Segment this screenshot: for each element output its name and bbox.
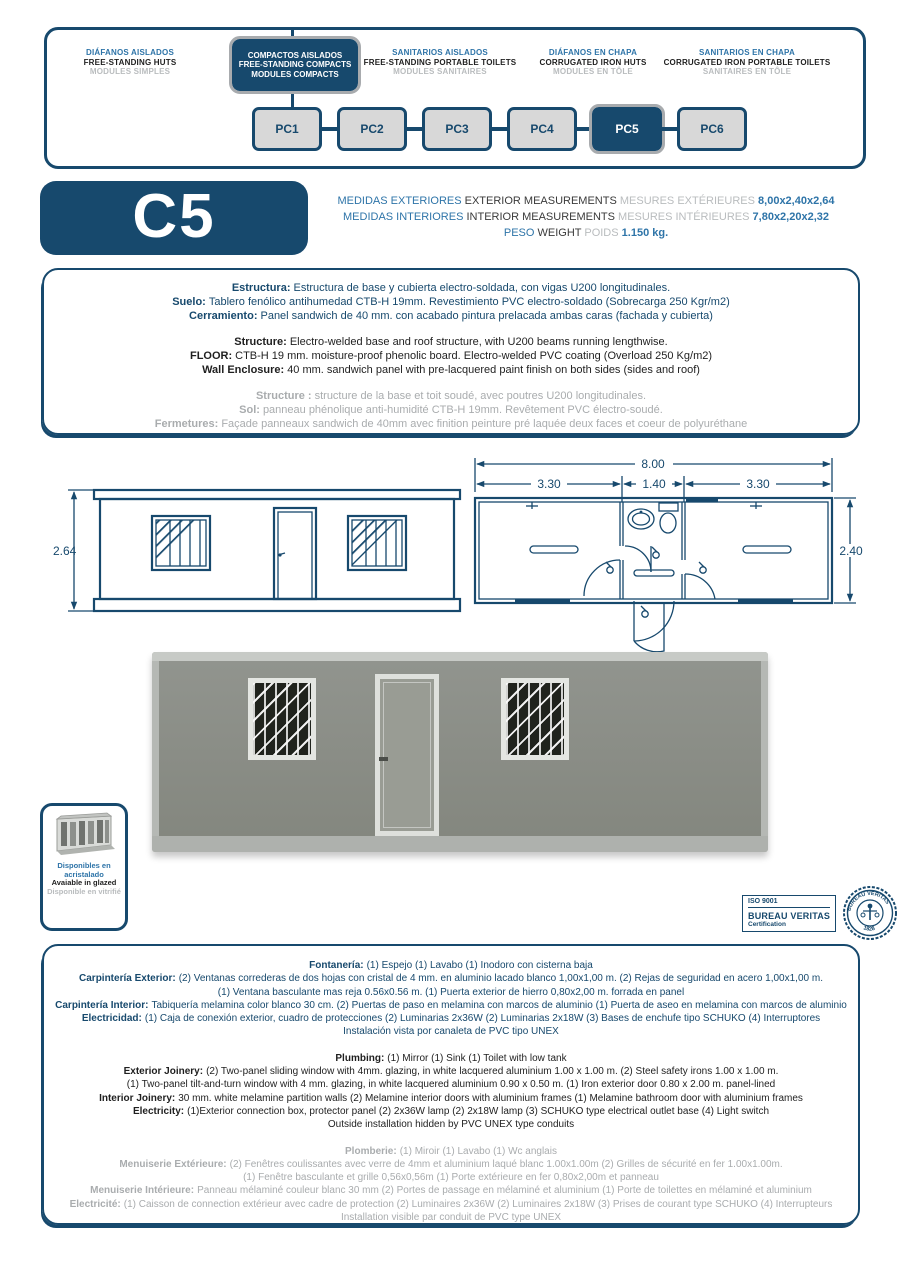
- tab-pc2[interactable]: PC2: [337, 107, 407, 151]
- bureau-veritas-seal-icon: [842, 885, 898, 941]
- cabin-door-panel: [383, 682, 431, 828]
- category-label-fr: SANITAIRES EN TÔLE: [702, 67, 792, 76]
- nav-connector-line-mid: [291, 91, 294, 107]
- glazed-option-badge[interactable]: [40, 803, 128, 931]
- bureau-veritas-certification: [742, 885, 898, 941]
- plan-total-length-label: 8.00: [641, 457, 665, 471]
- certification-text: [742, 895, 836, 932]
- measurements-block: [312, 193, 860, 241]
- category-label-es: COMPACTOS AISLADOS: [247, 50, 343, 60]
- product-nav: [44, 27, 866, 169]
- tab-connector: [577, 127, 592, 131]
- glazed-label-es: Disponibles en acristalado: [57, 861, 111, 879]
- elevation-drawing: [52, 468, 462, 628]
- structure-specs-en: Structure: Electro-welded base and roof structure, with U200 beams running lengthwise. FLOOR: CTB-H 19 mm. moisture-proof phenolic board. Electro-welded PVC coating (Overload 250 Kg/m2) Wall Enclosure: 40 mm. sandwich panel with pre-lacquered paint finish on both sides (sides and roof): [189, 336, 713, 376]
- cabin-photo: [152, 652, 768, 852]
- structure-specs-box: [42, 268, 860, 435]
- tab-pc6[interactable]: PC6: [677, 107, 747, 151]
- category-label-en: FREE-STANDING HUTS: [83, 57, 177, 67]
- nav-category-free-standing-huts[interactable]: [55, 48, 205, 77]
- seal-year-text: 1828: [862, 925, 876, 933]
- category-label-es: SANITARIOS AISLADOS: [392, 48, 488, 57]
- cabin-roof: [152, 652, 768, 661]
- tab-pc1[interactable]: PC1: [252, 107, 322, 151]
- elevation-height-label: 2.64: [53, 544, 77, 558]
- tab-pc5-active[interactable]: PC5: [592, 107, 662, 151]
- fittings-specs-es: Fontanería: (1) Espejo (1) Lavabo (1) Inodoro con cisterna baja Carpintería Exterior: (2) Ventanas correderas de dos hojas con cristal de 4 mm. en aluminio lacado blanco 1,00x1,00 m. (2) Rejas de seguridad en acero 1,00x1,00 m. (1) Ventana basculante mas reja 0.56x0.56 m. (1) Puerta exterior de hierro 0,80x2,00 m. forrada en panel Carpintería Interior: Tabiquería melamina color blanco 30 cm. (2) Puertas de paso en melamina con marcos de aluminio (1) Puerta de aseo en melamina con marcos de aluminio Electricidad: (1) Caja de conexión exterior, cuadro de protecciones (2) Luminarias 2x36W (2) Luminarias 2x18W (3) Bases de enchufe tipo SCHUKO (4) Interruptores Instalación vista por canaleta de PVC tipo UNEX: [55, 960, 847, 1038]
- fittings-specs-fr: Plomberie: (1) Miroir (1) Lavabo (1) Wc anglais Menuiserie Extérieure: (2) Fenêtres coulissantes avec verre de 4mm et aluminium laqué blanc 1.00x1.00m (2) Grilles de sécurité en fer 1.00x1.00m. (1) Fenêtre basculante et grille 0,56x0,56m (1) Porte extérieure en fer 0,80x2,00m et panneau Menuiserie Intérieure: Panneau mélaminé couleur blanc 30 mm (2) Portes de passage en mélaminé et aluminium (1) Porte de toilettes en mélaminé et aluminium Electricité: (1) Caisson de connection extérieur avec cadre de protection (2) Luminaires 2x36W (2) Luminaires 2x18W (3) Prises de courant type SCHUKO (4) Interrupteurs Installation visible par conduit de PVC type UNEX: [69, 1145, 833, 1224]
- tab-connector: [492, 127, 507, 131]
- fittings-specs-en: Plumbing: (1) Mirror (1) Sink (1) Toilet with low tank Exterior Joinery: (2) Two-panel sliding window with 4mm. glazing, in white lacquered aluminium 1.00 x 1.00 m. (2) Steel safety irons 1.00 x 1.00 m. (1) Two-panel tilt-and-turn window with 4 mm. glazing, in white lacquered aluminium 0.90 x 0.50 m. (1) Iron exterior door 0.80 x 2.00 m. panel-lined Interior Joinery: 30 mm. white melamine partition walls (2) Melamine interior doors with aluminium frames (1) Melamine bathroom door with aluminium frames Electricity: (1)Exterior connection box, protector panel (2) 2x36W lamp (2) 2x18W lamp (3) SCHUKO type electrical outlet base (4) Light switch Outside installation hidden by PVC UNEX type conduits: [99, 1052, 803, 1131]
- plan-width-label: 2.40: [839, 544, 863, 558]
- tab-connector: [322, 127, 337, 131]
- category-label-fr: MODULES COMPACTS: [251, 69, 339, 79]
- seal-top-text: BUREAU VERITAS: [846, 890, 891, 912]
- cabin-window-left: [248, 678, 316, 760]
- category-label-en: FREE-STANDING COMPACTS: [238, 60, 352, 70]
- cabin-base-rail: [152, 836, 768, 852]
- category-label-es: SANITARIOS EN CHAPA: [699, 48, 795, 57]
- tab-pc3[interactable]: PC3: [422, 107, 492, 151]
- category-label-en: CORRUGATED IRON HUTS: [539, 57, 647, 67]
- glazed-label-en: Avaiable in glazed: [51, 878, 117, 887]
- floor-plan-drawing: [460, 448, 884, 663]
- interior-measurements-line: MEDIDAS INTERIORES INTERIOR MEASUREMENTS MESURES INTÉRIEURES 7,80x2,20x2,32: [343, 211, 829, 223]
- plan-segment-center-label: 1.40: [642, 477, 666, 491]
- category-label-fr: MODULES SIMPLES: [89, 67, 171, 76]
- category-label-en: FREE-STANDING PORTABLE TOILETS: [363, 57, 517, 67]
- weight-line: PESO WEIGHT POIDS 1.150 kg.: [503, 227, 669, 239]
- cabin-door: [375, 674, 439, 836]
- glazed-label-fr: Disponible en vitrifié: [47, 886, 121, 896]
- exterior-measurements-line: MEDIDAS EXTERIORES EXTERIOR MEASUREMENTS MESURES EXTÉRIEURES 8,00x2,40x2,64: [337, 195, 835, 207]
- category-label-fr: MODULES SANITAIRES: [393, 67, 487, 76]
- tab-pc4[interactable]: PC4: [507, 107, 577, 151]
- category-label-es: DIÁFANOS EN CHAPA: [548, 48, 638, 57]
- fittings-specs-box: [42, 944, 860, 1225]
- category-label-en: CORRUGATED IRON PORTABLE TOILETS: [663, 57, 831, 67]
- glazed-cabin-thumbnail: [49, 811, 119, 857]
- structure-specs-fr: Structure : structure de la base et toit soudé, avec poutres U200 longitudinales. Sol: panneau phénolique anti-humidité CTB-H 19mm. Revêtement PVC électro-soudé. Fermetures: Façade panneaux sandwich de 40mm avec finition peinture pré laquée deux faces et coeur de polyuréthane: [154, 390, 748, 430]
- category-label-fr: MODULES EN TÔLE: [553, 67, 633, 76]
- cabin-window-right: [501, 678, 569, 760]
- plan-segment-left-label: 3.30: [537, 477, 561, 491]
- category-label-es: DIÁFANOS AISLADOS: [86, 48, 174, 57]
- tab-connector: [662, 127, 677, 131]
- structure-specs-es: Estructura: Estructura de base y cubierta electro-soldada, con vigas U200 longitudinales. Suelo: Tablero fenólico antihumedad CTB-H 19mm. Revestimiento PVC electro-soldado (Sobrecarga 250 Kgr/m2) Cerramiento: Panel sandwich de 40 mm. con acabado pintura prelacada ambas caras (fachada y cubierta): [172, 282, 730, 322]
- plan-segment-right-label: 3.30: [746, 477, 770, 491]
- iso-label: ISO 9001: [748, 898, 830, 908]
- model-tabs: [252, 107, 747, 151]
- nav-category-corrugated-iron-toilets[interactable]: [652, 48, 842, 77]
- cabin-door-handle: [379, 757, 388, 761]
- certifier-name: BUREAU VERITAS: [748, 910, 831, 921]
- tab-connector: [407, 127, 422, 131]
- certification-sub: Certification: [748, 920, 786, 928]
- model-title-badge: C5: [40, 181, 308, 255]
